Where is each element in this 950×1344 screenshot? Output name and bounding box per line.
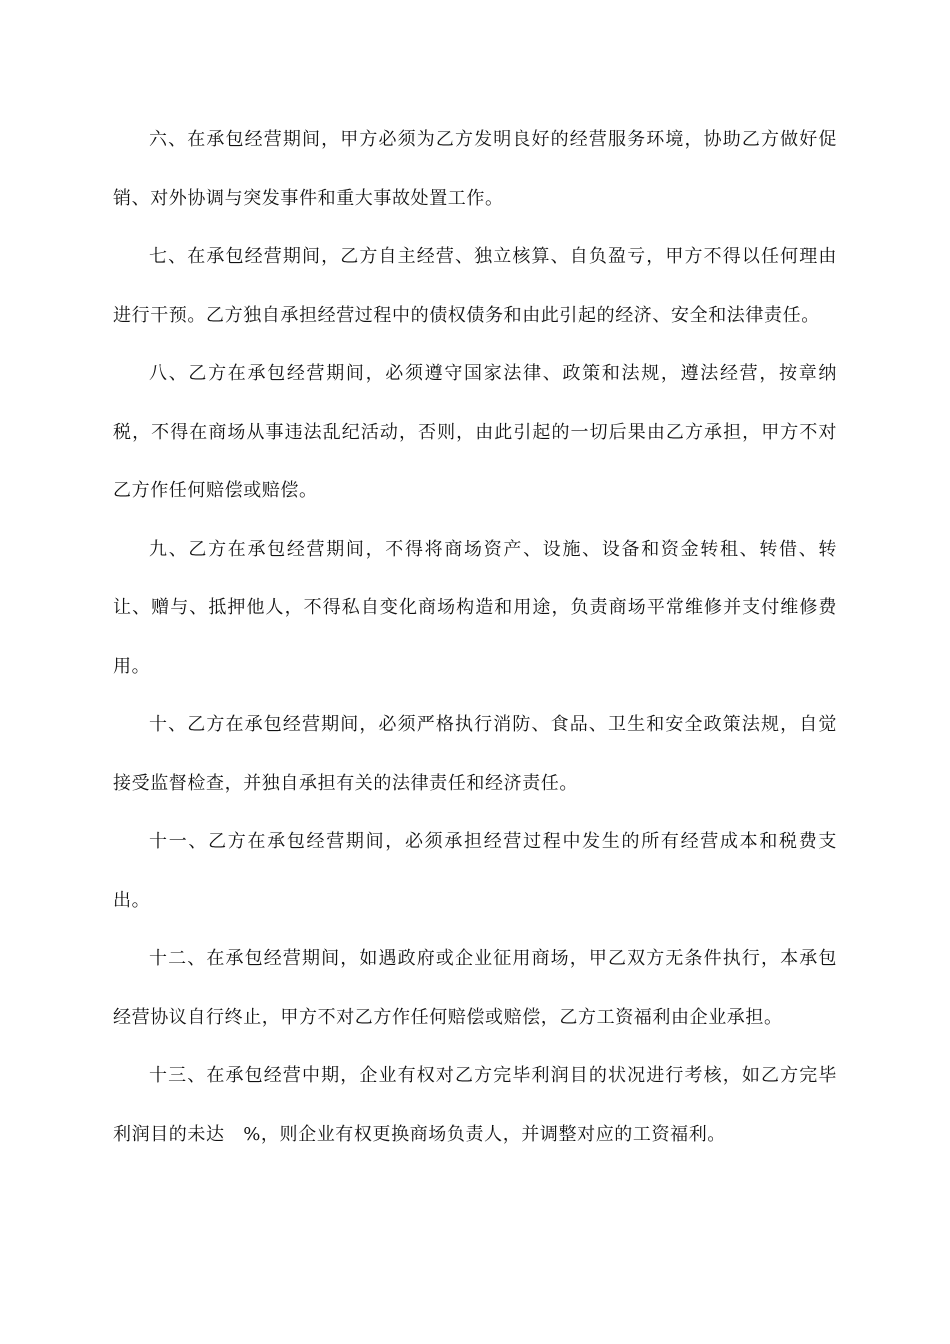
clause-9: 九、乙方在承包经营期间，不得将商场资产、设施、设备和资金转租、转借、转让、赠与、抵押他人，不得私自变化商场构造和用途，负责商场平常维修并支付维修费用。 [113,538,837,677]
clause-7: 七、在承包经营期间，乙方自主经营、独立核算、自负盈亏，甲方不得以任何理由进行干预。乙方独自承担经营过程中的债权债务和由此引起的经济、安全和法律责任。 [113,246,837,326]
clause-10: 十、乙方在承包经营期间，必须严格执行消防、食品、卫生和安全政策法规，自觉接受监督检查，并独自承担有关的法律责任和经济责任。 [113,714,837,794]
clause-13: 十三、在承包经营中期，企业有权对乙方完毕利润目的状况进行考核，如乙方完毕利润目的未达 %，则企业有权更换商场负责人，并调整对应的工资福利。 [113,1065,837,1145]
clause-8: 八、乙方在承包经营期间，必须遵守国家法律、政策和法规，遵法经营，按章纳税，不得在商场从事违法乱纪活动，否则，由此引起的一切后果由乙方承担，甲方不对乙方作任何赔偿或赔偿。 [113,363,837,501]
clause-12: 十二、在承包经营期间，如遇政府或企业征用商场，甲乙双方无条件执行，本承包经营协议自行终止，甲方不对乙方作任何赔偿或赔偿，乙方工资福利由企业承担。 [113,948,837,1028]
clause-11: 十一、乙方在承包经营期间，必须承担经营过程中发生的所有经营成本和税费支出。 [113,831,837,911]
document-body [113,111,837,1164]
clause-6: 六、在承包经营期间，甲方必须为乙方发明良好的经营服务环境，协助乙方做好促销、对外协调与突发事件和重大事故处置工作。 [113,129,837,209]
